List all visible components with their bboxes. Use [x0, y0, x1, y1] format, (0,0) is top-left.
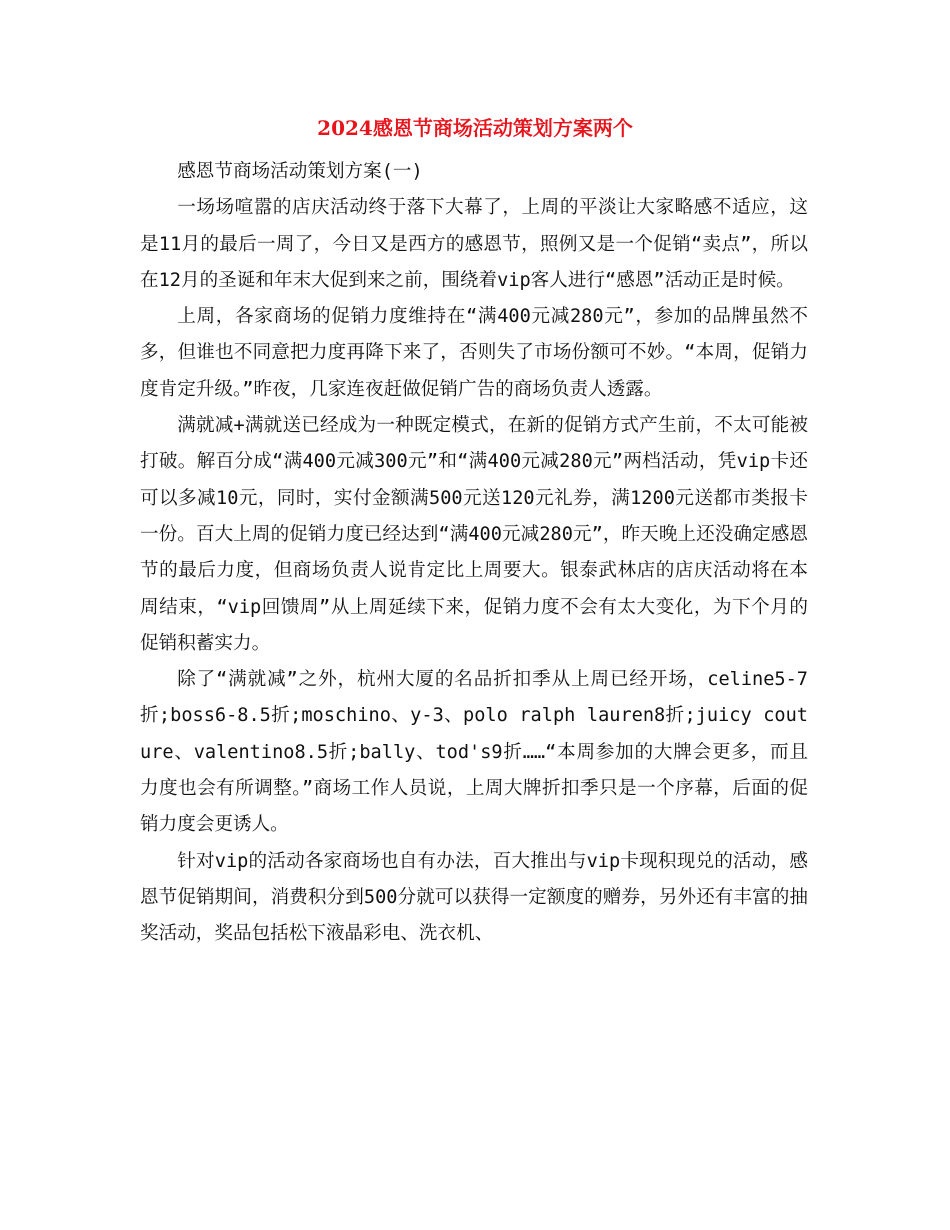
paragraph: 除了“满就减”之外，杭州大厦的名品折扣季从上周已经开场，celine5-7折;boss6-8.5折;moschino、y-3、polo ralph lauren8折;juicy couture、valentino8.5折;bally、tod's9折……“本周参加的大牌会更多，而且力度也会有所调整。”商场工作人员说，上周大牌折扣季只是一个序幕，后面的促销力度会更诱人。: [140, 669, 808, 836]
paragraph: 上周，各家商场的促销力度维持在“满400元减280元”，参加的品牌虽然不多，但谁也不同意把力度再降下来了，否则失了市场份额可不妙。“本周，促销力度肯定升级。”昨夜，几家连夜赶做促销广告的商场负责人透露。: [140, 306, 808, 400]
document-body: [140, 154, 808, 953]
section-heading: 感恩节商场活动策划方案(一): [177, 161, 423, 182]
document-title: 2024感恩节商场活动策划方案两个: [317, 116, 633, 140]
paragraph: 针对vip的活动各家商场也自有办法，百大推出与vip卡现积现兑的活动，感恩节促销期间，消费积分到500分就可以获得一定额度的赠券，另外还有丰富的抽奖活动，奖品包括松下液晶彩电、洗衣机、: [140, 850, 808, 945]
paragraph: 满就减+满就送已经成为一种既定模式，在新的促销方式产生前，不太可能被打破。解百分成“满400元减300元”和“满400元减280元”两档活动，凭vip卡还可以多减10元，同时，实付金额满500元送120元礼券，满1200元送都市类报卡一份。百大上周的促销力度已经达到“满400元减280元”，昨天晚上还没确定感恩节的最后力度，但商场负责人说肯定比上周要大。银泰武林店的店庆活动将在本周结束，“vip回馈周”从上周延续下来，促销力度不会有太大变化，为下个月的促销积蓄实力。: [140, 415, 808, 654]
paragraph: 一场场喧嚣的店庆活动终于落下大幕了，上周的平淡让大家略感不适应，这是11月的最后一周了，今日又是西方的感恩节，照例又是一个促销“卖点”，所以在12月的圣诞和年末大促到来之前，围绕着vip客人进行“感恩”活动正是时候。: [140, 197, 808, 291]
